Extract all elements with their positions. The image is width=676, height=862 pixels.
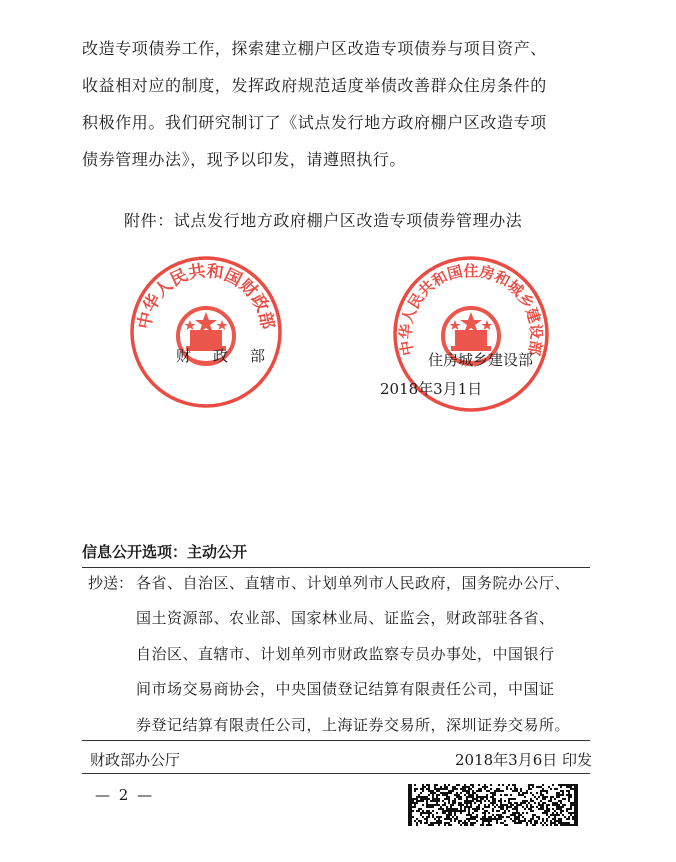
cc-line: 各省、自治区、直辖市、计划单列市人民政府，国务院办公厅、	[136, 574, 571, 592]
body-text	[82, 30, 602, 178]
body-line: 收益相对应的制度，发挥政府规范适度举债改善群众住房条件的	[82, 76, 547, 95]
issue-date: 2018年3月1日	[380, 380, 483, 398]
cc-line: 自治区、直辖市、计划单列市财政监察专员办事处，中国银行	[136, 645, 555, 663]
seal-left-text: 中华人民共和国财政部	[134, 261, 278, 331]
cc-label: 抄送：	[88, 574, 134, 592]
print-date: 2018年3月6日 印发	[455, 751, 593, 769]
cc-line: 间市场交易商协会，中央国债登记结算有限责任公司，中国证	[136, 680, 555, 698]
body-line: 债券管理办法》，现予以印发，请遵照执行。	[82, 150, 407, 169]
cc-line: 国土资源部、农业部、国家林业局、证监会，财政部驻各省、	[136, 609, 555, 627]
disclosure-option: 信息公开选项：主动公开	[82, 543, 248, 561]
body-line: 改造专项债券工作，探索建立棚户区改造专项债券与项目资产、	[82, 39, 547, 58]
seal-right-text: 中华人民共和国住房和城乡建设部	[396, 261, 546, 357]
cc-line: 券登记结算有限责任公司，上海证券交易所，深圳证券交易所。	[136, 716, 571, 734]
attachment-line: 附件：试点发行地方政府棚户区改造专项债券管理办法	[124, 211, 523, 230]
body-line: 积极作用。我们研究制订了《试点发行地方政府棚户区改造专项	[82, 113, 547, 132]
ministry-of-finance-seal	[128, 254, 284, 410]
page-number: — 2 —	[95, 786, 155, 804]
divider-bottom	[82, 773, 590, 774]
signature-ministry-of-housing: 住房城乡建设部	[428, 351, 534, 369]
signature-ministry-of-finance: 财政部	[176, 347, 288, 365]
divider-top	[82, 567, 590, 568]
divider-middle	[82, 740, 590, 741]
qr-barcode-icon	[408, 784, 578, 826]
issuing-office: 财政部办公厅	[90, 751, 181, 769]
